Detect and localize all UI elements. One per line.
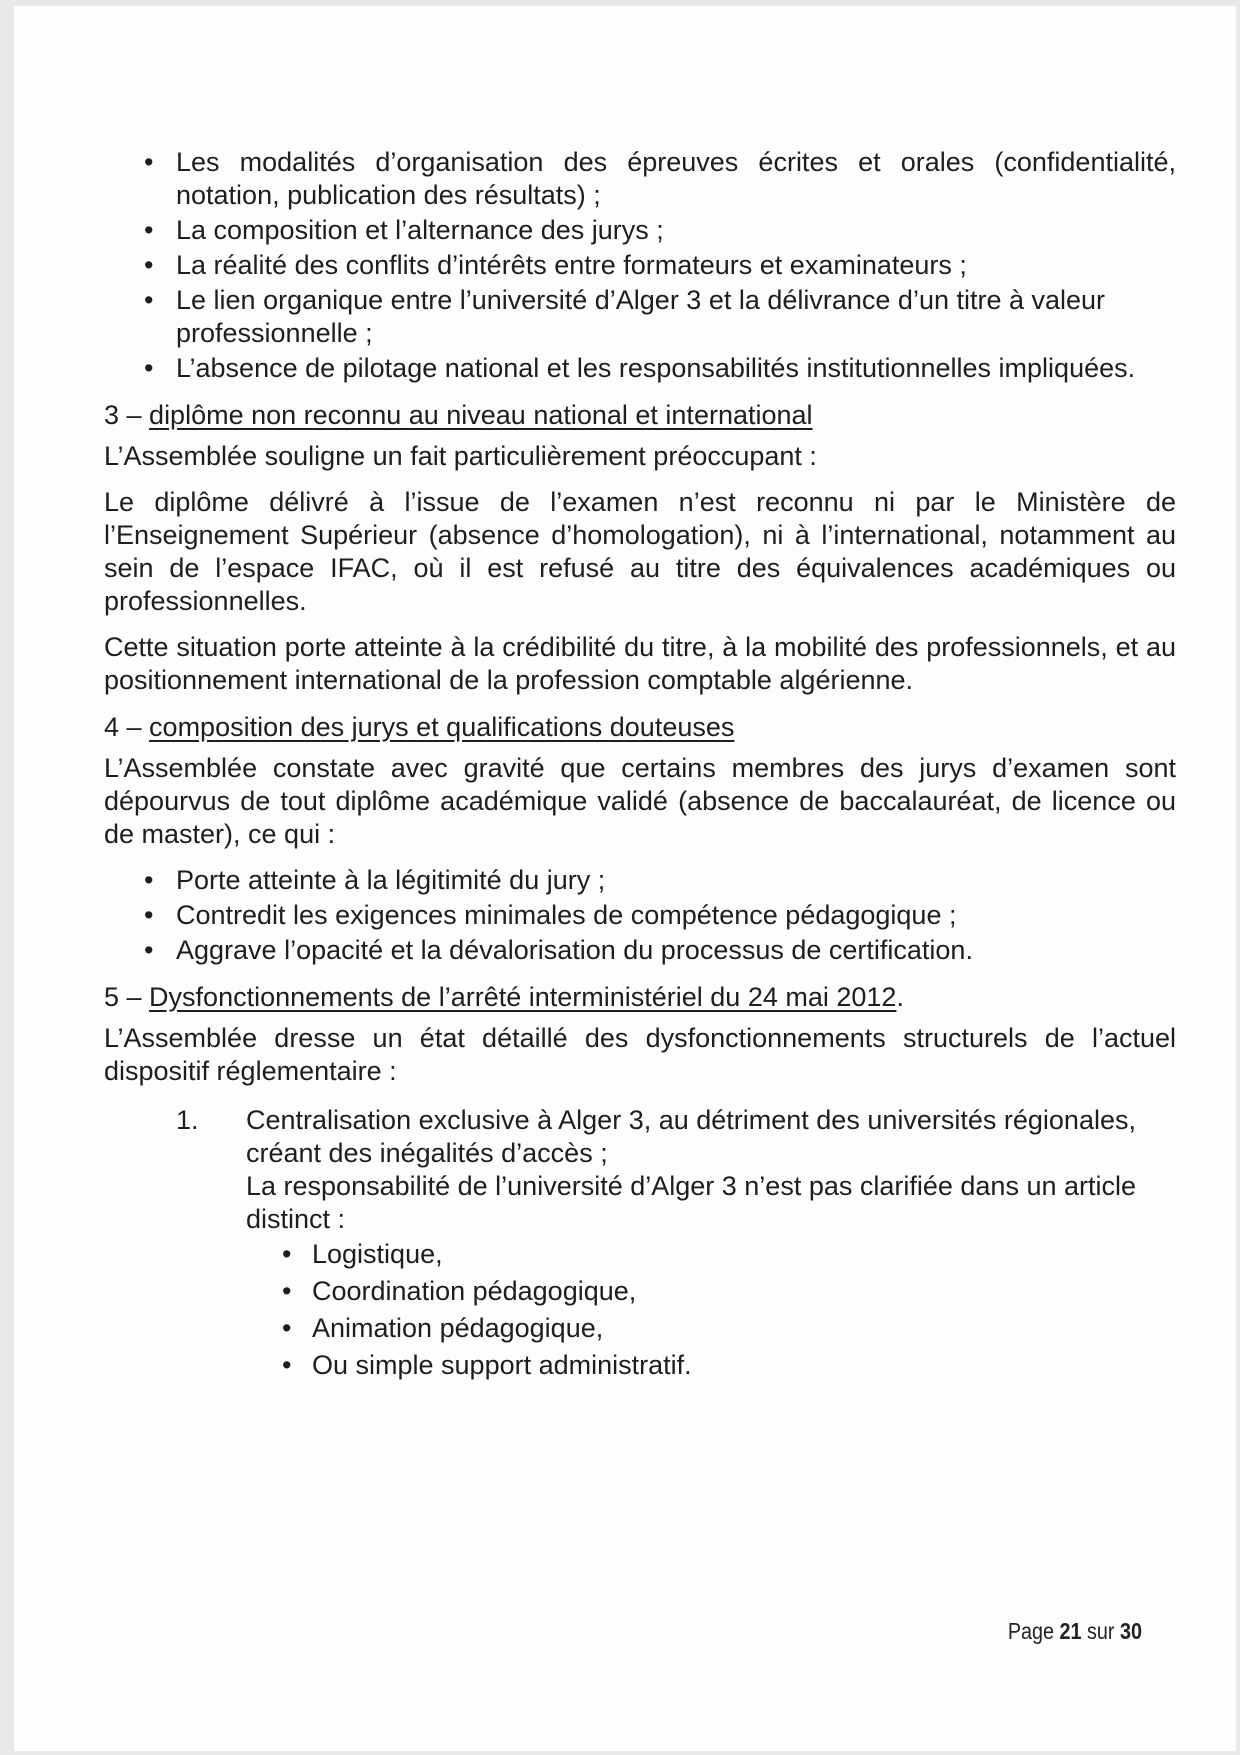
section-3-paragraph: Cette situation porte atteinte à la crédibilité du titre, à la mobilité des professionnels, et au positionnement international de la profession comptable algérienne. [104,632,1176,695]
list-item: • L’absence de pilotage national et les responsabilités institutionnelles impliquées. [104,352,1176,385]
section-5-heading [104,981,1176,1014]
section-4-heading [104,711,1176,744]
list-item: • Porte atteinte à la légitimité du jury ; [104,864,1176,897]
section-4-number: 4 – [104,712,150,742]
page-content [104,146,1176,1386]
list-item: • Ou simple support administratif. [246,1349,1176,1382]
page-label: Page [1007,1618,1060,1644]
list-item: • Coordination pédagogique, [246,1275,1176,1308]
current-page-number: 21 [1059,1618,1082,1644]
list-item: • Contredit les exigences minimales de compétence pédagogique ; [104,899,1176,932]
section-3-paragraph: Le diplôme délivré à l’issue de l’examen n’est reconnu ni par le Ministère de l’Enseignement Supérieur (absence d’homologation), ni à l’international, notamment au sein de l’espace IFAC, où il est refusé au titre des équivalences académiques ou professionnelles. [104,487,1176,616]
list-item: • Aggrave l’opacité et la dévalorisation du processus de certification. [104,934,1176,967]
list-item: • Animation pédagogique, [246,1312,1176,1345]
numbered-item [104,1104,1176,1382]
item-text: Centralisation exclusive à Alger 3, au détriment des universités régionales, créant des inégalités d’accès ; [246,1105,1136,1168]
section-4-title: composition des jurys et qualifications douteuses [149,712,735,742]
item-number: 1. [176,1105,199,1135]
page-number-footer [1008,1618,1142,1645]
item-text: La responsabilité de l’université d’Alger 3 n’est pas clarifiée dans un article distinct : [246,1171,1136,1234]
sub-bullet-list [246,1238,1176,1382]
list-item: • Les modalités d’organisation des épreuves écrites et orales (confidentialité, notation, publication des résultats) ; [104,146,1176,212]
section-5-numbered-list [104,1104,1176,1382]
list-item: • Le lien organique entre l’université d’Alger 3 et la délivrance d’un titre à valeur professionnelle ; [104,284,1176,350]
intro-bullet-list [104,146,1176,385]
section-3-title: diplôme non reconnu au niveau national et international [149,400,813,430]
of-label: sur [1081,1618,1120,1644]
total-page-number: 30 [1119,1618,1142,1644]
section-3-heading [104,399,1176,432]
section-5-paragraph: L’Assemblée dresse un état détaillé des dysfonctionnements structurels de l’actuel dispositif réglementaire : [104,1023,1176,1086]
document-page [14,6,1236,1751]
section-5-title-suffix: . [896,982,904,1012]
list-item: • Logistique, [246,1238,1176,1271]
section-5-title: Dysfonctionnements de l’arrêté interministériel du 24 mai 2012 [149,982,897,1012]
section-5-number: 5 – [104,982,150,1012]
section-3-number: 3 – [104,400,150,430]
list-item: • La réalité des conflits d’intérêts entre formateurs et examinateurs ; [104,249,1176,282]
section-4-paragraph: L’Assemblée constate avec gravité que certains membres des jurys d’examen sont dépourvus de tout diplôme académique validé (absence de baccalauréat, de licence ou de master), ce qui : [104,753,1176,849]
list-item: • La composition et l’alternance des jurys ; [104,214,1176,247]
section-4-bullet-list [104,864,1176,967]
section-3-intro: L’Assemblée souligne un fait particulièrement préoccupant : [104,441,817,471]
